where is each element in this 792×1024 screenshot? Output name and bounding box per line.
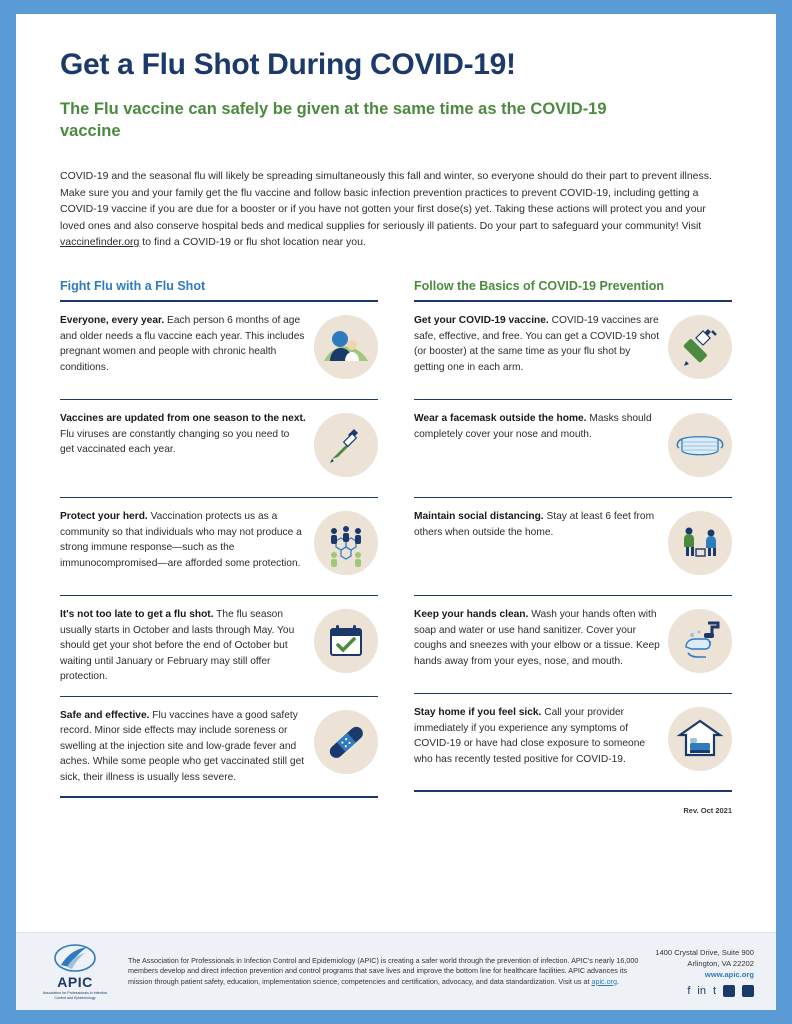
list-item-text bbox=[60, 509, 314, 571]
apic-logo-tagline: Association for Professionals in Infection Control and Epidemiology bbox=[42, 990, 108, 1000]
column-covid-prevention bbox=[396, 279, 732, 799]
list-item-lead: Wear a facemask outside the home. bbox=[414, 413, 587, 424]
apic-logo-text: APIC bbox=[57, 973, 93, 990]
apic-website-link[interactable]: www.apic.org bbox=[704, 969, 754, 979]
twitter-icon[interactable]: t bbox=[712, 984, 716, 997]
list-item-lead: Stay home if you feel sick. bbox=[414, 707, 542, 718]
social-links bbox=[655, 985, 754, 997]
list-item bbox=[60, 498, 378, 596]
apic-logo-mark-icon bbox=[53, 943, 97, 973]
footer bbox=[16, 932, 776, 1010]
list-item-text bbox=[414, 313, 668, 375]
footer-text-part2: . bbox=[617, 976, 620, 986]
list-item bbox=[60, 302, 378, 400]
column-flu-shot bbox=[60, 279, 396, 799]
list-item bbox=[414, 400, 732, 498]
footer-address-block bbox=[655, 947, 754, 997]
page-subtitle: The Flu vaccine can safely be given at the same time as the COVID-19 vaccine bbox=[60, 100, 607, 140]
list-item-text bbox=[414, 705, 668, 767]
list-item-lead: Safe and effective. bbox=[60, 709, 150, 721]
list-item-text bbox=[414, 509, 668, 540]
face-mask-icon bbox=[668, 413, 732, 477]
herd-immunity-icon bbox=[314, 511, 378, 575]
list-item-body: Vaccination protects us as a community so that individuals who may not produce a strong immune response—such as the immunocompromised—are afforded some protection. bbox=[60, 511, 302, 569]
instagram-icon[interactable]: ▣ bbox=[742, 984, 754, 997]
list-item-lead: Keep your hands clean. bbox=[414, 609, 529, 620]
linkedin-icon[interactable]: in bbox=[697, 984, 706, 997]
list-item bbox=[414, 498, 732, 596]
list-item-body: Flu viruses are constantly changing so you need to get vaccinated each year. bbox=[60, 428, 290, 455]
list-item-lead: Everyone, every year. bbox=[60, 315, 165, 326]
calendar-check-icon bbox=[314, 609, 378, 673]
page-title: Get a Flu Shot During COVID-19! bbox=[60, 48, 516, 81]
list-item-body: Flu vaccines have a good safety record. Minor side effects may include soreness or swelling at the injection site and low-grade fever and aches. While some people who get vaccinated still get sick, their illness is usually less severe. bbox=[60, 709, 305, 783]
list-item-lead: Protect your herd. bbox=[60, 511, 148, 522]
family-vaccination-icon bbox=[314, 315, 378, 379]
list-item-text bbox=[60, 708, 314, 786]
list-item bbox=[60, 697, 378, 799]
list-item-body: COVID-19 vaccines are safe, effective, and free. You can get a COVID-19 shot (or booster) at the same time as your flu shot by getting one in each arm. bbox=[414, 315, 660, 373]
list-item-body: The flu season usually starts in October and lasts through May. You should get your shot before the end of October but waiting until January or February may still offer protection. bbox=[60, 609, 295, 682]
revision-note: Rev. Oct 2021 bbox=[683, 806, 732, 815]
column-left-title: Fight Flu with a Flu Shot bbox=[60, 278, 206, 293]
list-item bbox=[60, 400, 378, 498]
apic-org-link[interactable]: apic.org bbox=[591, 976, 618, 986]
list-item-text bbox=[60, 607, 314, 685]
intro-paragraph bbox=[60, 168, 715, 251]
vaccinefinder-link[interactable]: vaccinefinder.org bbox=[60, 236, 140, 248]
two-column-layout bbox=[60, 279, 732, 799]
document-page bbox=[16, 14, 776, 1010]
list-item bbox=[414, 694, 732, 792]
facebook-icon[interactable]: f bbox=[687, 984, 691, 997]
list-item bbox=[414, 302, 732, 400]
address-line-1: 1400 Crystal Drive, Suite 900 bbox=[655, 947, 754, 957]
vaccine-syringe-icon bbox=[668, 315, 732, 379]
list-item bbox=[60, 596, 378, 697]
social-distancing-icon bbox=[668, 511, 732, 575]
list-item-text bbox=[414, 607, 668, 669]
youtube-icon[interactable]: ▶ bbox=[724, 984, 734, 997]
stay-home-bed-icon bbox=[668, 707, 732, 771]
list-item-lead: Maintain social distancing. bbox=[414, 511, 544, 522]
apic-logo bbox=[38, 943, 112, 1001]
column-right-title: Follow the Basics of COVID-19 Prevention bbox=[414, 278, 665, 293]
list-item-body: Stay at least 6 feet from others when outside the home. bbox=[414, 511, 655, 538]
list-item-body: Wash your hands often with soap and water or use hand sanitizer. Cover your coughs and sneezes with your elbow or a tissue. Keep hands away from your eyes, nose, and mouth. bbox=[414, 609, 660, 667]
list-item-lead: Vaccines are updated from one season to the next. bbox=[60, 413, 306, 424]
list-item-lead: It's not too late to get a flu shot. bbox=[60, 609, 214, 620]
list-item-text bbox=[60, 411, 314, 458]
list-item-text bbox=[414, 411, 668, 442]
handwashing-icon bbox=[668, 609, 732, 673]
list-item-body: Masks should completely cover your nose and mouth. bbox=[414, 413, 652, 440]
list-item bbox=[414, 596, 732, 694]
list-item-text bbox=[60, 313, 314, 375]
document-content bbox=[16, 14, 776, 821]
list-item-body: Call your provider immediately if you experience any symptoms of COVID-19 or have had close exposure to someone who has recently tested positive for COVID-19. bbox=[414, 707, 646, 765]
address-line-2: Arlington, VA 22202 bbox=[687, 958, 754, 968]
bandage-icon bbox=[314, 710, 378, 774]
list-item-lead: Get your COVID-19 vaccine. bbox=[414, 315, 549, 326]
syringe-icon bbox=[314, 413, 378, 477]
intro-text-part1: COVID-19 and the seasonal flu will likely be spreading simultaneously this fall and winter, so everyone should do their part to prevent illness. Make sure you and your family get the flu vaccine and follow basic infection prevention practices to prevent COVID-19, including getting a COVID-19 vaccine if you are due for a booster or if you have not gotten your first dose(s) yet. Taking these actions will protect you and your loved ones and also conserve hospital beds and medical supplies for seriously ill patients. Do your part to safeguard your community! Visit bbox=[60, 170, 712, 232]
footer-text-part1: The Association for Professionals in Infection Control and Epidemiology (APIC) is creating a safer world through the prevention of infection. APIC's nearly 16,000 members develop and direct infection prevention and control programs that save lives and improve the bottom line for healthcare facilities. APIC advances its mission through patient safety, education, implementation science, competencies and certification, advocacy, and data standardization. Visit us at bbox=[128, 955, 639, 986]
intro-text-part2: to find a COVID-19 or flu shot location near you. bbox=[139, 236, 366, 248]
list-item-body: Each person 6 months of age and older needs a flu vaccine each year. This includes pregnant women and people with chronic health conditions. bbox=[60, 315, 305, 373]
footer-about-text bbox=[112, 956, 655, 988]
